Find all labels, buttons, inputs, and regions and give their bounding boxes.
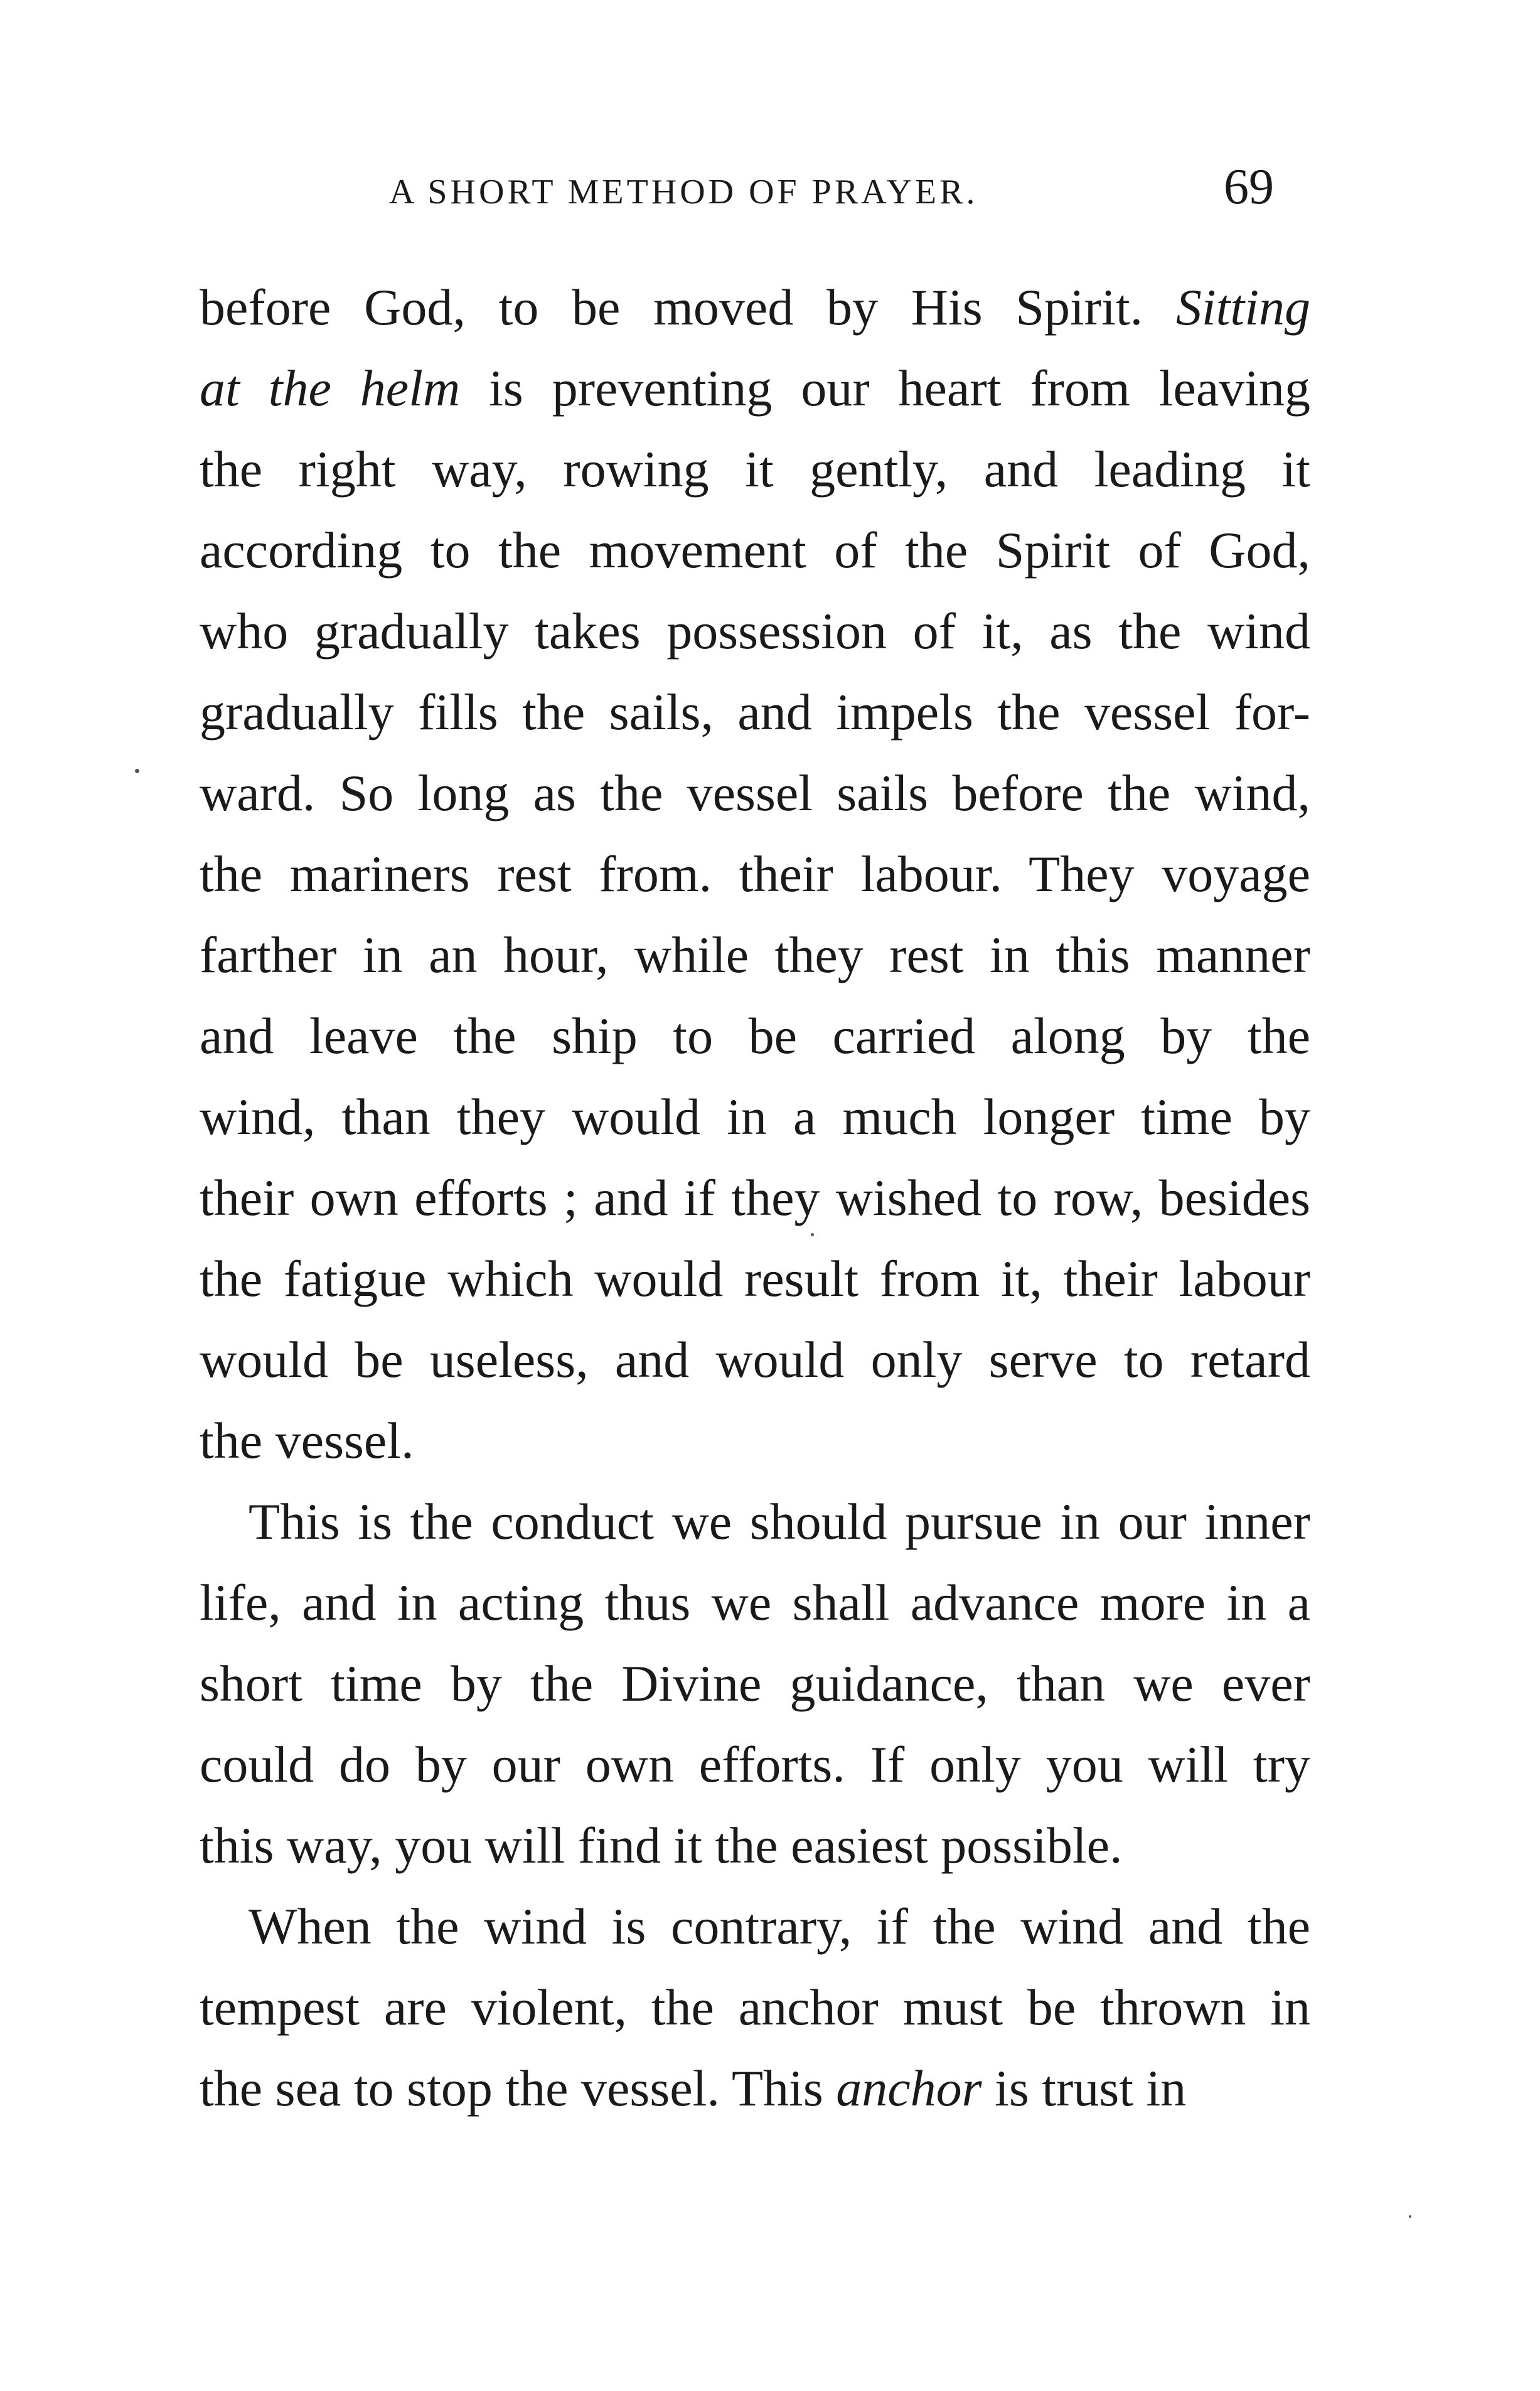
- text-line: [200, 995, 1310, 1076]
- ink-speck: [811, 1233, 814, 1236]
- text-line: [200, 1724, 1310, 1805]
- text-line: [200, 510, 1310, 591]
- text-run: When the wind is contrary, if the wind and the: [249, 1898, 1310, 1955]
- text-run: before God, to be moved by His Spirit.: [200, 279, 1176, 336]
- text-line: [200, 429, 1310, 510]
- text-run: the fatigue which would result from it, their labour: [200, 1250, 1310, 1307]
- running-title: A SHORT METHOD OF PRAYER.: [389, 173, 978, 211]
- text-run: short time by the Divine guidance, than we ever: [200, 1655, 1310, 1712]
- text-run: according to the movement of the Spirit of God,: [200, 522, 1310, 579]
- running-head: [0, 159, 1540, 218]
- text-run: the sea to stop the vessel. This: [200, 2060, 837, 2117]
- text-line: [200, 1967, 1310, 2048]
- text-run: gradually fills the sails, and impels the vessel for-: [200, 683, 1310, 741]
- text-line: [200, 1562, 1310, 1643]
- text-line: [200, 1643, 1310, 1724]
- text-run: the vessel.: [200, 1412, 414, 1469]
- ink-speck: [1409, 2215, 1411, 2218]
- text-line: [200, 348, 1310, 429]
- text-run: is preventing our heart from leaving: [460, 360, 1310, 417]
- text-line: [200, 591, 1310, 671]
- text-run: tempest are violent, the anchor must be thrown in: [200, 1979, 1310, 2036]
- paragraph: [200, 267, 1310, 1481]
- text-run: would be useless, and would only serve to retard: [200, 1331, 1310, 1388]
- text-run: is trust in: [981, 2060, 1187, 2117]
- text-run: ward. So long as the vessel sails before the wind,: [200, 764, 1310, 821]
- text-run: could do by our own efforts. If only you will try: [200, 1736, 1310, 1793]
- text-line: [200, 1076, 1310, 1157]
- text-line: [200, 1400, 1310, 1481]
- text-line: [200, 1238, 1310, 1319]
- text-run: life, and in acting thus we shall advance more in a: [200, 1574, 1310, 1631]
- text-run: farther in an hour, while they rest in this manner: [200, 926, 1310, 983]
- text-run: the mariners rest from. their labour. They voyage: [200, 845, 1310, 902]
- text-line: [200, 914, 1310, 995]
- page-number: 69: [1224, 159, 1274, 215]
- ink-speck: [135, 769, 139, 773]
- text-run: their own efforts ; and if they wished to row, besides: [200, 1169, 1310, 1226]
- text-line: [200, 267, 1310, 348]
- body-text: [200, 267, 1310, 2129]
- text-run: who gradually takes possession of it, as the wind: [200, 602, 1310, 660]
- text-run: This is the conduct we should pursue in our inner: [249, 1493, 1310, 1550]
- text-line: [200, 833, 1310, 914]
- text-line: [200, 1886, 1310, 1967]
- text-line: [200, 1319, 1310, 1400]
- text-line: [200, 752, 1310, 833]
- text-run: and leave the ship to be carried along by the: [200, 1007, 1310, 1064]
- italic-text: at the helm: [200, 360, 461, 417]
- paragraph: [200, 1481, 1310, 1886]
- text-line: [200, 671, 1310, 752]
- text-run: the right way, rowing it gently, and leading it: [200, 441, 1310, 498]
- text-line: [200, 1157, 1310, 1238]
- paragraph: [200, 1886, 1310, 2129]
- text-line: [200, 2048, 1310, 2129]
- text-run: wind, than they would in a much longer time by: [200, 1088, 1310, 1145]
- italic-text: anchor: [836, 2060, 982, 2117]
- italic-text: Sitting: [1175, 279, 1310, 336]
- text-line: [200, 1481, 1310, 1562]
- text-line: [200, 1805, 1310, 1886]
- text-run: this way, you will find it the easiest possible.: [200, 1817, 1123, 1874]
